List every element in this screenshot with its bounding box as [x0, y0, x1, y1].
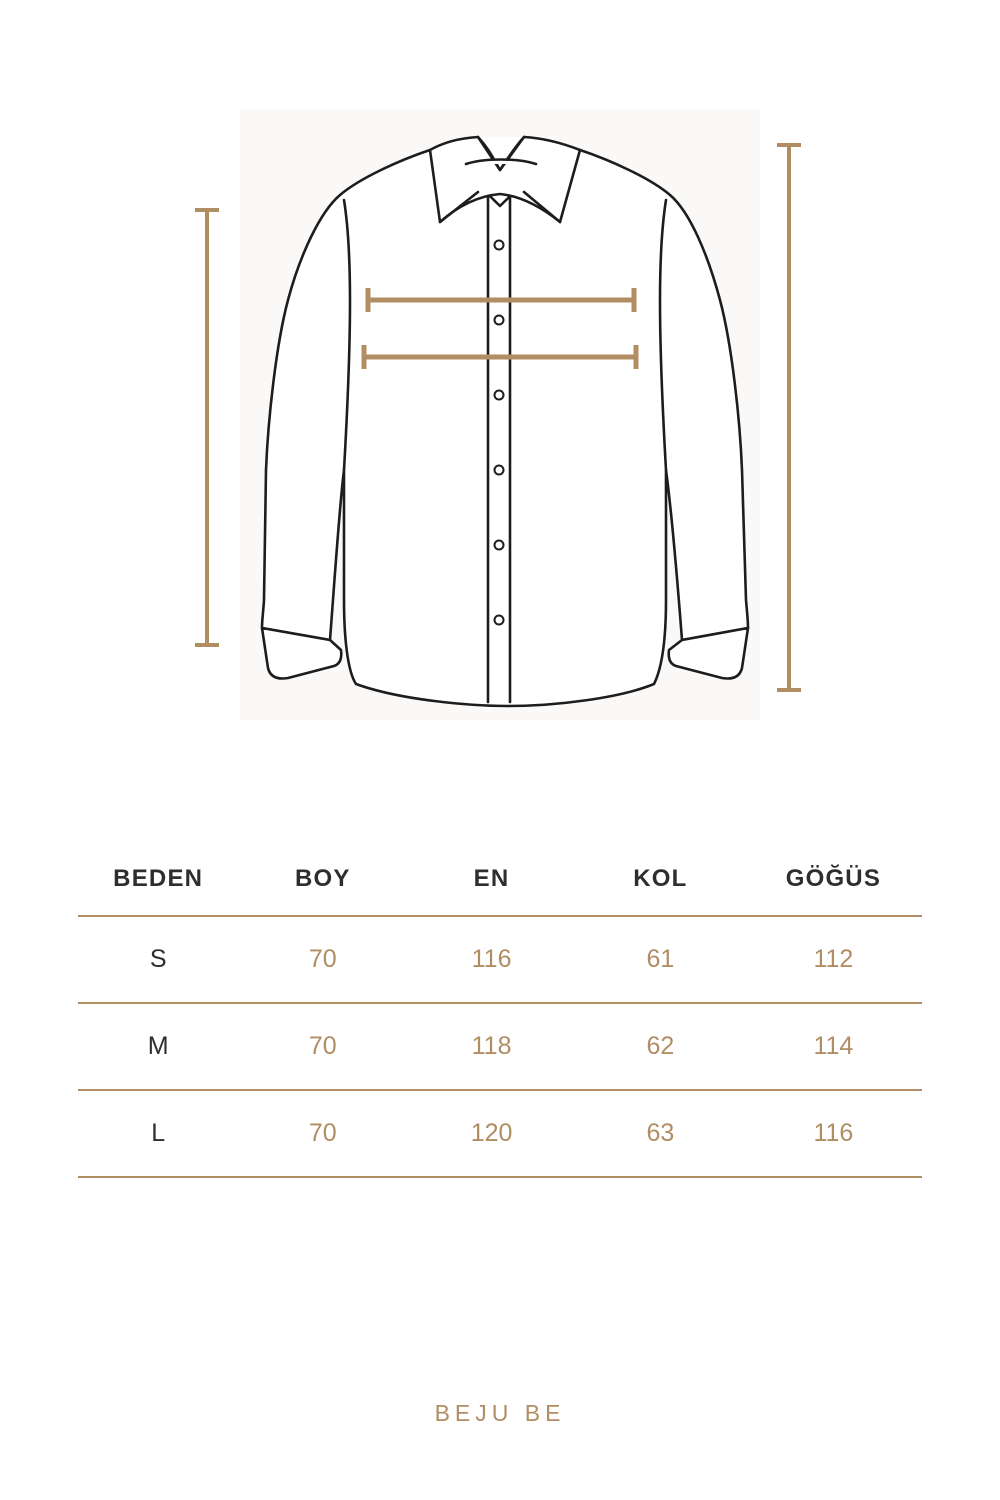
table-row	[78, 1003, 922, 1090]
column-header-kol: KOL	[633, 865, 688, 892]
cell-boy: 70	[238, 916, 407, 1003]
table-row	[78, 916, 922, 1003]
cell-gogus: 112	[745, 916, 922, 1003]
table-row	[78, 1090, 922, 1177]
cell-en: 116	[407, 916, 576, 1003]
boy-measure-line	[195, 210, 219, 645]
cell-boy: 70	[238, 1090, 407, 1177]
size-chart-table	[78, 855, 922, 1178]
cell-boy: 70	[238, 1003, 407, 1090]
cell-en: 120	[407, 1090, 576, 1177]
cell-en: 118	[407, 1003, 576, 1090]
cell-kol: 63	[576, 1090, 745, 1177]
column-header-en: EN	[473, 865, 510, 892]
cell-size: M	[78, 1003, 238, 1090]
cell-size: L	[78, 1090, 238, 1177]
cell-gogus: 114	[745, 1003, 922, 1090]
column-header-boy: BOY	[294, 865, 351, 892]
brand-footer: BEJU BE	[434, 1400, 566, 1426]
column-header-beden: BEDEN	[113, 865, 204, 892]
cell-kol: 62	[576, 1003, 745, 1090]
table-header-row	[78, 855, 922, 916]
cell-kol: 61	[576, 916, 745, 1003]
column-header-gogus: GÖĞÜS	[785, 865, 882, 892]
cell-gogus: 116	[745, 1090, 922, 1177]
gogus-measure-line	[777, 145, 801, 690]
cell-size: S	[78, 916, 238, 1003]
